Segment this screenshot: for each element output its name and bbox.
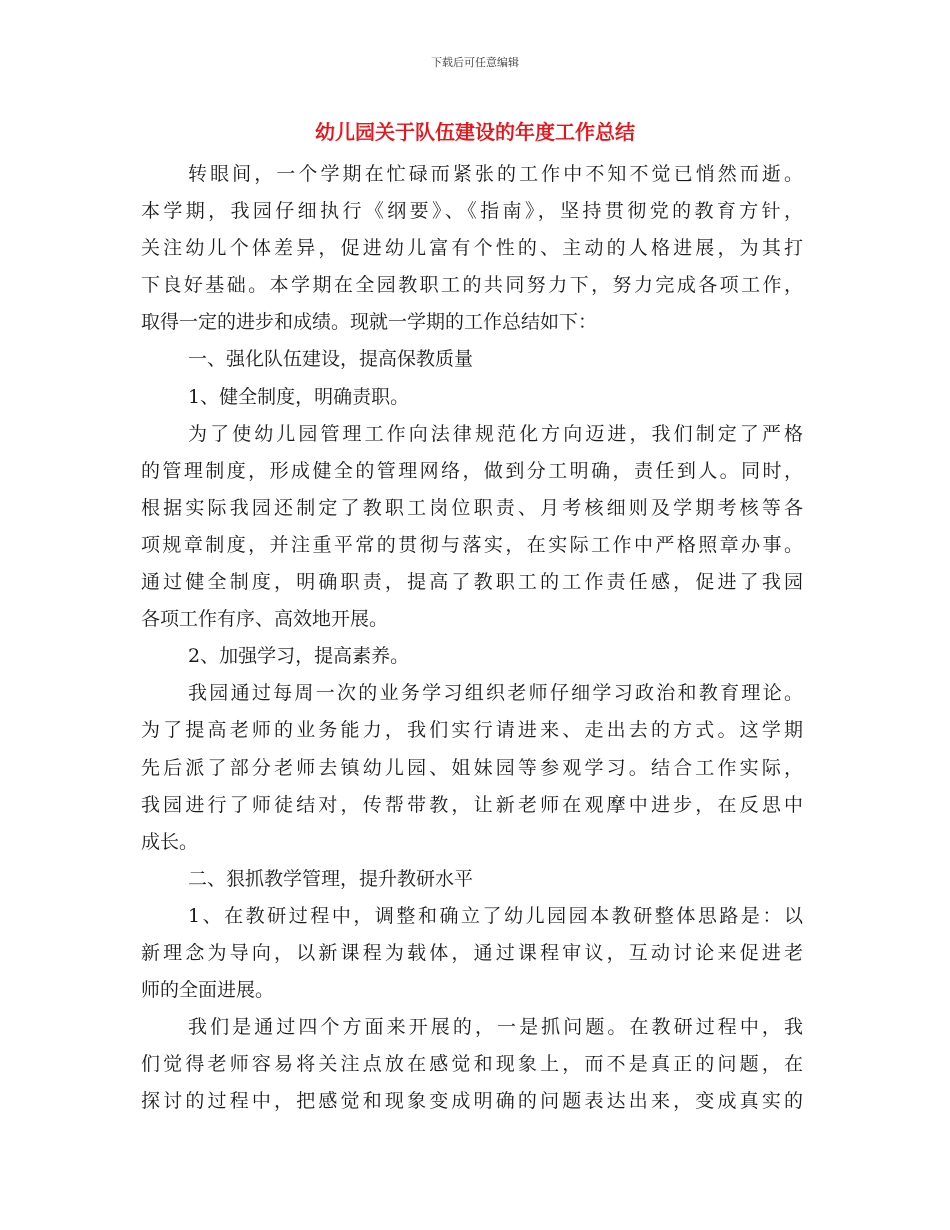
- body-line: 1、健全制度，明确责职。: [188, 385, 410, 408]
- document-title: 幼儿园关于队伍建设的年度工作总结: [315, 120, 635, 144]
- document-body: [141, 156, 803, 1120]
- body-line: 关注幼儿个体差异，促进幼儿富有个性的、主动的人格进展，为其打: [141, 237, 803, 260]
- body-line: 下良好基础。本学期在全园教职工的共同努力下，努力完成各项工作，: [141, 274, 803, 297]
- body-line: 成长。: [141, 830, 199, 853]
- body-line: 的管理制度，形成健全的管理网络，做到分工明确，责任到人。同时，: [141, 459, 803, 482]
- body-line: 新理念为导向，以新课程为载体，通过课程审议，互动讨论来促进老: [141, 941, 803, 964]
- body-line: 1、在教研过程中，调整和确立了幼儿园园本教研整体思路是：以: [188, 904, 803, 927]
- body-line: 为了使幼儿园管理工作向法律规范化方向迈进，我们制定了严格: [188, 422, 803, 445]
- body-line: 项规章制度，并注重平常的贯彻与落实，在实际工作中严格照章办事。: [141, 533, 803, 556]
- body-line: 一、强化队伍建设，提高保教质量: [188, 348, 474, 371]
- body-line: 我园进行了师徒结对，传帮带教，让新老师在观摩中进步，在反思中: [141, 793, 803, 816]
- body-line: 探讨的过程中，把感觉和现象变成明确的问题表达出来，变成真实的: [141, 1090, 803, 1113]
- body-line: 本学期，我园仔细执行《纲要》、《指南》，坚持贯彻党的教育方针，: [141, 200, 803, 223]
- body-line: 转眼间，一个学期在忙碌而紧张的工作中不知不觉已悄然而逝。: [188, 163, 803, 185]
- body-line: 为了提高老师的业务能力，我们实行请进来、走出去的方式。这学期: [141, 719, 803, 742]
- body-line: 二、狠抓教学管理，提升教研水平: [188, 867, 474, 890]
- body-line: 先后派了部分老师去镇幼儿园、姐妹园等参观学习。结合工作实际，: [141, 756, 803, 779]
- body-line: 2、加强学习，提高素养。: [188, 645, 410, 668]
- body-line: 我园通过每周一次的业务学习组织老师仔细学习政治和教育理论。: [188, 682, 803, 705]
- body-line: 们觉得老师容易将关注点放在感觉和现象上，而不是真正的问题，在: [141, 1053, 803, 1076]
- header-note: 下载后可任意编辑: [431, 56, 519, 69]
- body-line: 师的全面进展。: [141, 979, 275, 1002]
- body-line: 取得一定的进步和成绩。现就一学期的工作总结如下：: [141, 311, 598, 334]
- body-line: 我们是通过四个方面来开展的，一是抓问题。在教研过程中，我: [188, 1016, 803, 1039]
- body-line: 根据实际我园还制定了教职工岗位职责、月考核细则及学期考核等各: [141, 496, 803, 519]
- body-line: 通过健全制度，明确职责，提高了教职工的工作责任感，促进了我园: [141, 571, 803, 594]
- body-line: 各项工作有序、高效地开展。: [141, 608, 389, 631]
